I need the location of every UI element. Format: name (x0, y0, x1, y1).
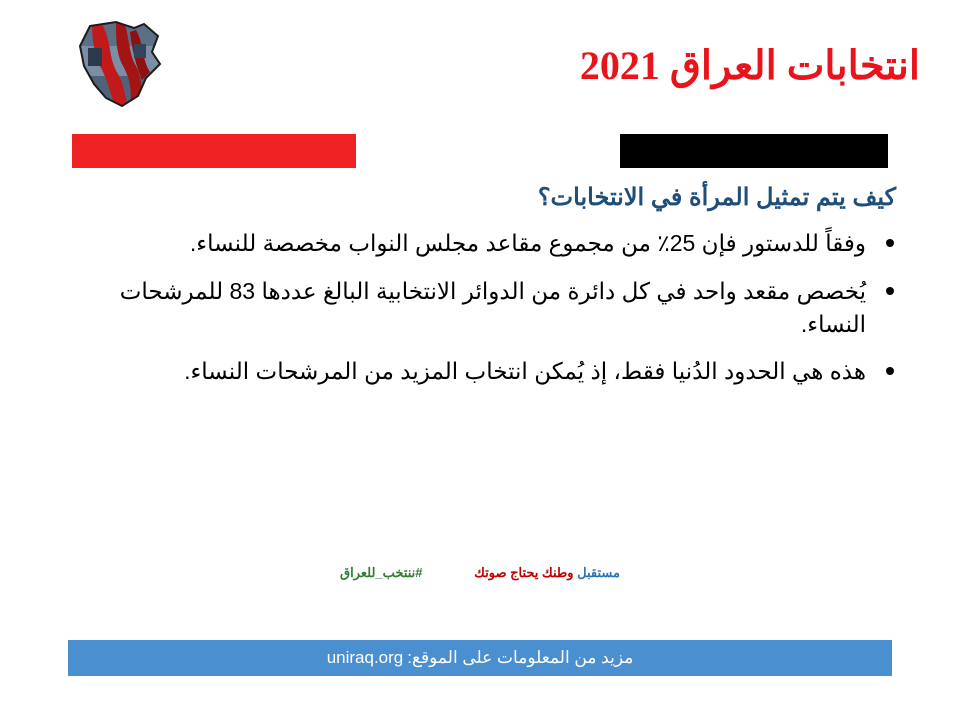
bullet-list (60, 227, 900, 388)
campaign-tagline (0, 565, 960, 581)
list-item-text: هذه هي الحدود الدُنيا فقط، إذ يُمكن انتخاب المزيد من المرشحات النساء. (184, 358, 866, 385)
bullet-dot-icon (886, 239, 894, 247)
list-item (60, 355, 900, 388)
footer-bar (68, 640, 892, 676)
list-item-text: يُخصص مقعد واحد في كل دائرة من الدوائر الانتخابية البالغ عددها 83 للمرشحات النساء. (119, 277, 866, 337)
tagline-slogan (474, 565, 620, 581)
slide-header (0, 0, 960, 175)
iraq-map-icon (72, 18, 168, 110)
list-item (60, 227, 900, 260)
bullet-dot-icon (886, 287, 894, 295)
list-item-text: وفقاً للدستور فإن 25٪ من مجموع مقاعد مجلس النواب مخصصة للنساء. (189, 230, 866, 257)
list-item (60, 275, 900, 342)
footer-url[interactable]: uniraq.org (326, 648, 404, 667)
slide-content (60, 182, 900, 403)
tagline-red-text: وطنك يحتاج صوتك (474, 565, 574, 580)
flag-red-band (72, 134, 356, 168)
section-subtitle: كيف يتم تمثيل المرأة في الانتخابات؟ (537, 184, 896, 211)
tagline-hashtag: #ننتخب_للعراق (340, 565, 423, 580)
tagline-blue-text: مستقبل (577, 565, 620, 580)
page-title: انتخابات العراق 2021 (579, 43, 920, 88)
flag-black-band (620, 134, 888, 168)
bullet-dot-icon (886, 367, 894, 375)
footer-text: مزيد من المعلومات على الموقع: (407, 648, 634, 667)
